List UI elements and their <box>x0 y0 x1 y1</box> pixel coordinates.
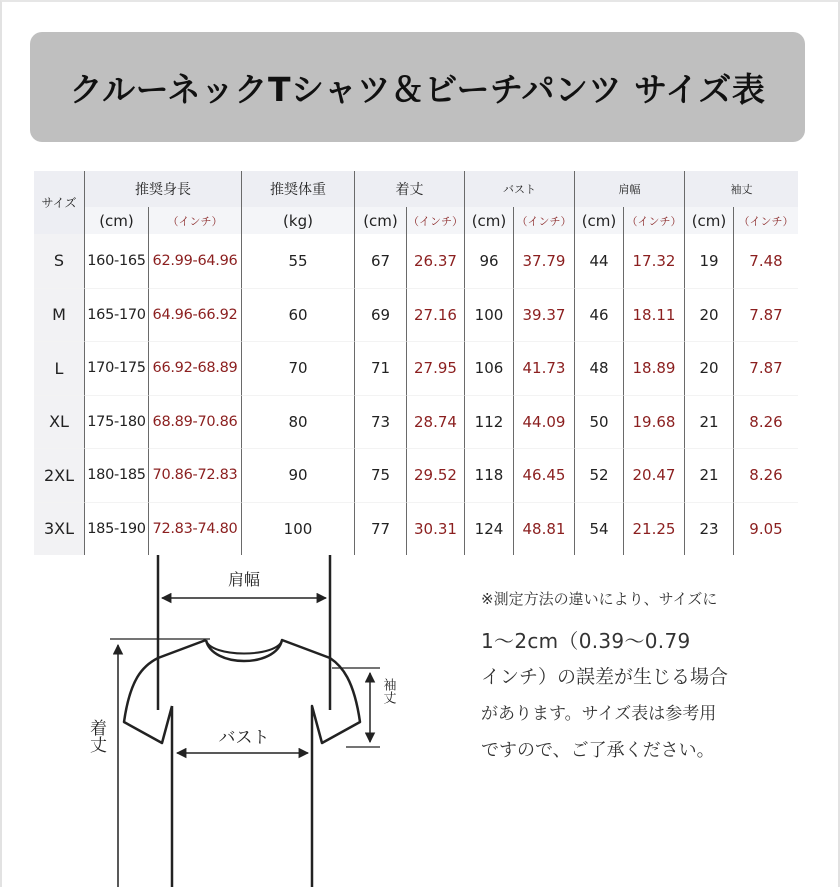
cell-length-inch: 29.52 <box>407 448 465 502</box>
cell-shoulder-cm: 50 <box>575 395 624 449</box>
subheader-shoulder-cm: (cm) <box>575 207 624 234</box>
tshirt-collar <box>206 640 282 654</box>
cell-length-inch: 28.74 <box>407 395 465 449</box>
cell-shoulder-inch: 18.89 <box>624 341 685 395</box>
header-recommended-height: 推奨身長 <box>85 171 242 207</box>
cell-length-inch: 30.31 <box>407 502 465 556</box>
subheader-sleeve-cm: (cm) <box>685 207 734 234</box>
cell-sleeve-cm: 20 <box>685 288 734 342</box>
cell-sleeve-cm: 21 <box>685 395 734 449</box>
tshirt-measurement-diagram <box>70 550 410 887</box>
subheader-bust-inch: （インチ） <box>514 207 575 234</box>
cell-size: 3XL <box>34 502 85 556</box>
shoulder-label: 肩幅 <box>227 570 261 589</box>
length-label: 着丈 <box>86 719 106 753</box>
cell-bust-cm: 112 <box>465 395 514 449</box>
cell-size: 2XL <box>34 448 85 502</box>
cell-height-inch: 64.96-66.92 <box>149 288 242 342</box>
subheader-length-inch: （インチ） <box>407 207 465 234</box>
cell-sleeve-cm: 20 <box>685 341 734 395</box>
table-row <box>34 288 798 342</box>
cell-weight: 70 <box>242 341 355 395</box>
cell-height-cm: 180-185 <box>85 448 149 502</box>
cell-shoulder-inch: 17.32 <box>624 234 685 288</box>
header-bust: バスト <box>465 171 575 207</box>
cell-length-inch: 26.37 <box>407 234 465 288</box>
subheader-sleeve-inch: （インチ） <box>734 207 798 234</box>
table-row <box>34 234 798 288</box>
cell-height-cm: 175-180 <box>85 395 149 449</box>
note-line-4: があります。サイズ表は参考用 <box>481 704 717 724</box>
cell-bust-inch: 44.09 <box>514 395 575 449</box>
cell-height-cm: 165-170 <box>85 288 149 342</box>
cell-bust-inch: 37.79 <box>514 234 575 288</box>
cell-height-cm: 160-165 <box>85 234 149 288</box>
cell-length-cm: 77 <box>355 502 407 556</box>
subheader-shoulder-inch: （インチ） <box>624 207 685 234</box>
sleeve-label: 袖丈 <box>380 678 396 704</box>
header-length: 着丈 <box>355 171 465 207</box>
title-banner <box>30 32 805 142</box>
cell-length-cm: 71 <box>355 341 407 395</box>
cell-length-inch: 27.16 <box>407 288 465 342</box>
cell-size: L <box>34 341 85 395</box>
cell-length-inch: 27.95 <box>407 341 465 395</box>
cell-length-cm: 67 <box>355 234 407 288</box>
measurement-note <box>481 592 811 760</box>
cell-bust-cm: 124 <box>465 502 514 556</box>
cell-height-inch: 62.99-64.96 <box>149 234 242 288</box>
cell-shoulder-cm: 54 <box>575 502 624 556</box>
table-subheader-row <box>34 207 798 234</box>
cell-bust-cm: 96 <box>465 234 514 288</box>
header-shoulder: 肩幅 <box>575 171 685 207</box>
subheader-length-cm: (cm) <box>355 207 407 234</box>
subheader-height-cm: (cm) <box>85 207 149 234</box>
bust-label: バスト <box>218 728 270 748</box>
cell-height-inch: 72.83-74.80 <box>149 502 242 556</box>
cell-weight: 80 <box>242 395 355 449</box>
table-row <box>34 502 798 556</box>
page-title: クルーネックTシャツ＆ビーチパンツ サイズ表 <box>69 69 766 109</box>
note-line-5: ですので、ご了承ください。 <box>481 740 715 761</box>
tshirt-outline <box>124 640 360 887</box>
subheader-height-inch: （インチ） <box>149 207 242 234</box>
table-body <box>34 234 798 555</box>
cell-shoulder-inch: 18.11 <box>624 288 685 342</box>
note-line-2: 1～2cm（0.39～0.79 <box>481 629 691 653</box>
table-row <box>34 341 798 395</box>
size-table <box>34 171 798 555</box>
cell-weight: 90 <box>242 448 355 502</box>
table-row <box>34 395 798 449</box>
cell-bust-inch: 48.81 <box>514 502 575 556</box>
cell-height-inch: 68.89-70.86 <box>149 395 242 449</box>
header-recommended-weight: 推奨体重 <box>242 171 355 207</box>
cell-sleeve-cm: 21 <box>685 448 734 502</box>
header-sleeve: 袖丈 <box>685 171 798 207</box>
cell-sleeve-cm: 19 <box>685 234 734 288</box>
cell-weight: 100 <box>242 502 355 556</box>
header-size: サイズ <box>34 171 85 234</box>
cell-height-inch: 66.92-68.89 <box>149 341 242 395</box>
cell-size: S <box>34 234 85 288</box>
cell-length-cm: 69 <box>355 288 407 342</box>
cell-sleeve-inch: 8.26 <box>734 395 798 449</box>
cell-shoulder-cm: 48 <box>575 341 624 395</box>
table-row <box>34 448 798 502</box>
note-line-3: インチ）の誤差が生じる場合 <box>481 666 729 688</box>
cell-bust-cm: 106 <box>465 341 514 395</box>
cell-sleeve-inch: 7.87 <box>734 341 798 395</box>
cell-length-cm: 73 <box>355 395 407 449</box>
cell-sleeve-cm: 23 <box>685 502 734 556</box>
cell-shoulder-inch: 19.68 <box>624 395 685 449</box>
cell-height-cm: 170-175 <box>85 341 149 395</box>
cell-height-cm: 185-190 <box>85 502 149 556</box>
cell-shoulder-inch: 20.47 <box>624 448 685 502</box>
cell-sleeve-inch: 7.87 <box>734 288 798 342</box>
cell-weight: 60 <box>242 288 355 342</box>
cell-bust-cm: 118 <box>465 448 514 502</box>
cell-bust-inch: 41.73 <box>514 341 575 395</box>
table-header-row <box>34 171 798 207</box>
subheader-bust-cm: (cm) <box>465 207 514 234</box>
cell-size: M <box>34 288 85 342</box>
cell-length-cm: 75 <box>355 448 407 502</box>
cell-sleeve-inch: 9.05 <box>734 502 798 556</box>
cell-bust-inch: 46.45 <box>514 448 575 502</box>
cell-shoulder-inch: 21.25 <box>624 502 685 556</box>
cell-sleeve-inch: 7.48 <box>734 234 798 288</box>
cell-shoulder-cm: 44 <box>575 234 624 288</box>
subheader-weight-kg: (kg) <box>242 207 355 234</box>
cell-weight: 55 <box>242 234 355 288</box>
cell-shoulder-cm: 52 <box>575 448 624 502</box>
cell-sleeve-inch: 8.26 <box>734 448 798 502</box>
cell-bust-cm: 100 <box>465 288 514 342</box>
cell-shoulder-cm: 46 <box>575 288 624 342</box>
note-line-1: ※測定方法の違いにより、サイズに <box>481 590 718 608</box>
cell-height-inch: 70.86-72.83 <box>149 448 242 502</box>
cell-bust-inch: 39.37 <box>514 288 575 342</box>
cell-size: XL <box>34 395 85 449</box>
